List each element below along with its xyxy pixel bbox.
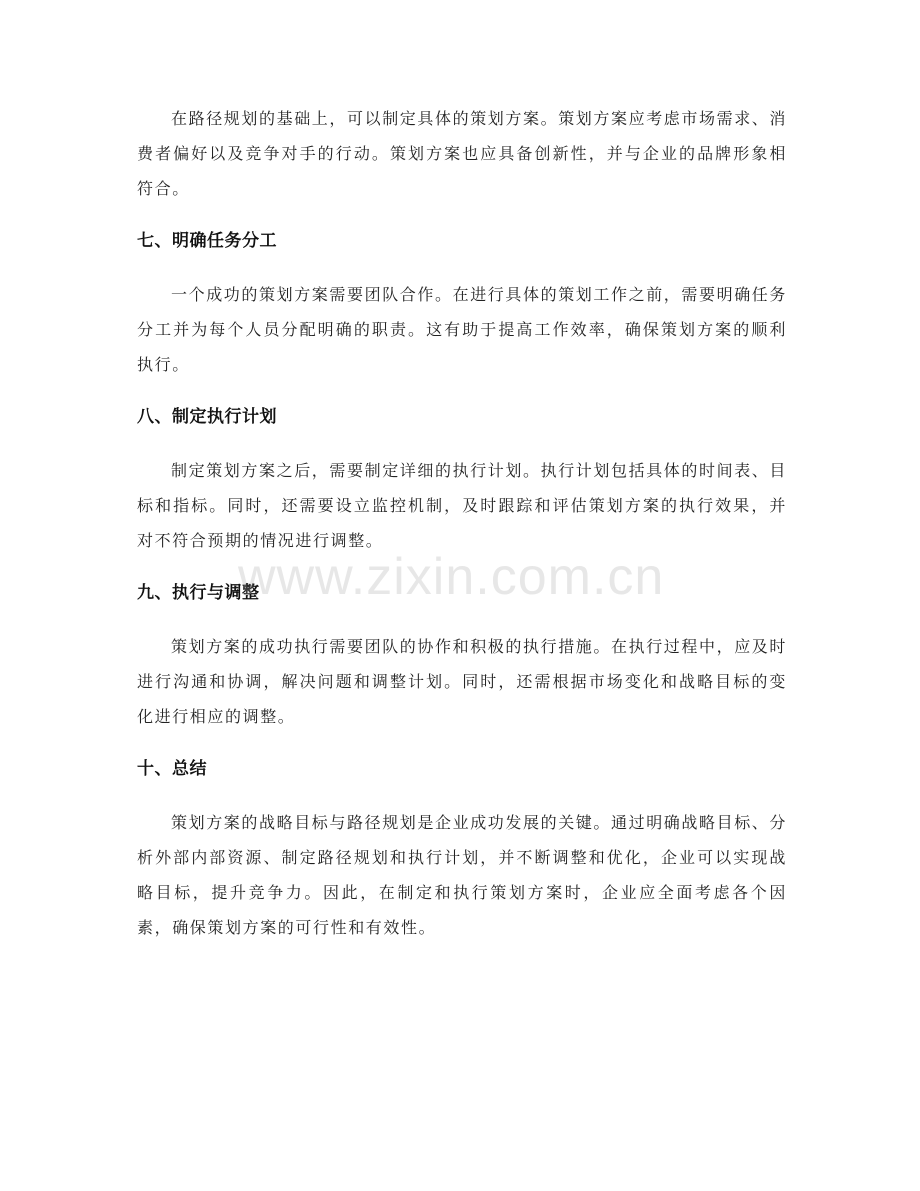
section-heading-9: 九、执行与调整 — [137, 583, 260, 603]
section-heading-7: 七、明确任务分工 — [137, 231, 277, 251]
section-paragraph-10: 策划方案的战略目标与路径规划是企业成功发展的关键。通过明确战略目标、分析外部内部资源、制定路径规划和执行计划，并不断调整和优化，企业可以实现战略目标，提升竞争力。因此，在制定和执行策划方案时，企业应全面考虑各个因素，确保策划方案的可行性和有效性。 — [137, 813, 788, 937]
section-heading-8: 八、制定执行计划 — [137, 407, 277, 427]
watermark: www.zixin.com.cn — [238, 548, 665, 606]
section-paragraph-7: 一个成功的策划方案需要团队合作。在进行具体的策划工作之前，需要明确任务分工并为每个人员分配明确的职责。这有助于提高工作效率，确保策划方案的顺利执行。 — [137, 285, 788, 374]
document-body — [137, 101, 787, 945]
section-heading-10: 十、总结 — [137, 759, 207, 779]
section-paragraph-8: 制定策划方案之后，需要制定详细的执行计划。执行计划包括具体的时间表、目标和指标。同时，还需要设立监控机制，及时跟踪和评估策划方案的执行效果，并对不符合预期的情况进行调整。 — [137, 461, 788, 550]
section-paragraph-9: 策划方案的成功执行需要团队的协作和积极的执行措施。在执行过程中，应及时进行沟通和协调，解决问题和调整计划。同时，还需根据市场变化和战略目标的变化进行相应的调整。 — [137, 637, 788, 726]
intro-paragraph: 在路径规划的基础上，可以制定具体的策划方案。策划方案应考虑市场需求、消费者偏好以及竞争对手的行动。策划方案也应具备创新性，并与企业的品牌形象相符合。 — [137, 109, 788, 198]
